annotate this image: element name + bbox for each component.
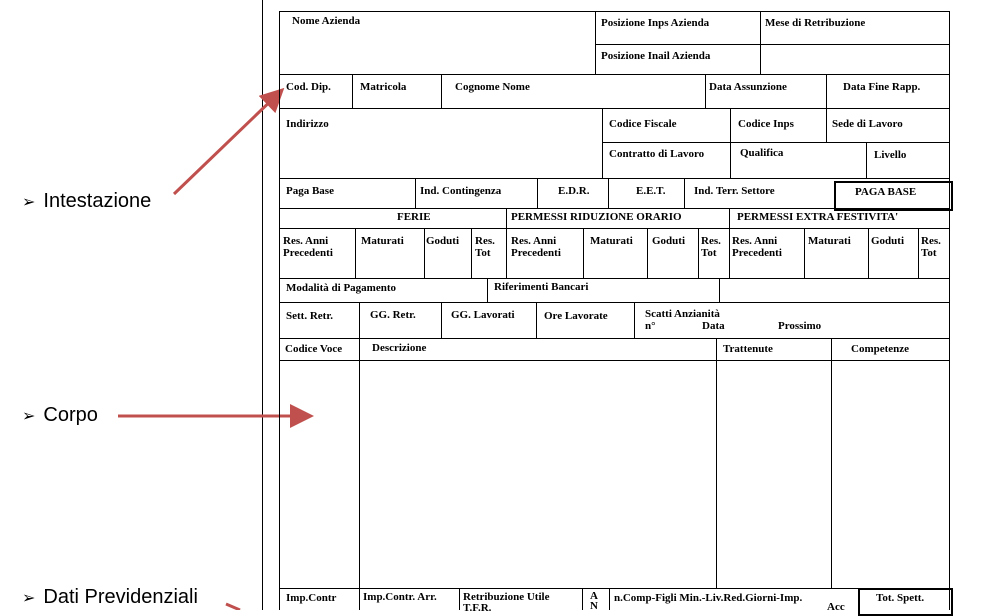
livello-label: Livello [874, 149, 907, 161]
imp-contr-label: Imp.Contr [286, 592, 337, 604]
acc-label: Acc [827, 601, 845, 613]
data-fine-rapp-label: Data Fine Rapp. [843, 81, 921, 93]
rol-goduti-label: Goduti [652, 235, 686, 247]
matricola-label: Matricola [360, 81, 407, 93]
bullet-icon: ➢ [22, 194, 36, 211]
contratto-label: Contratto di Lavoro [609, 148, 705, 160]
codice-inps-label: Codice Inps [738, 118, 794, 130]
modalita-pagamento-label: Modalità di Pagamento [286, 282, 396, 294]
bullet-icon: ➢ [22, 408, 36, 425]
rol-maturati-label: Maturati [590, 235, 633, 247]
gg-lavorati-label: GG. Lavorati [451, 309, 515, 321]
ind-terr-settore-label: Ind. Terr. Settore [694, 185, 775, 197]
n-comp-label: n.Comp-Figli Min.-Liv.Red.Giorni-Imp. [614, 592, 803, 604]
qualifica-label: Qualifica [740, 147, 784, 159]
permessi-riduzione-label: PERMESSI RIDUZIONE ORARIO [511, 211, 682, 223]
ind-contingenza-label: Ind. Contingenza [420, 185, 502, 197]
ex-maturati-label: Maturati [808, 235, 851, 247]
ferie-goduti-label: Goduti [426, 235, 460, 247]
sett-retr-label: Sett. Retr. [286, 310, 333, 322]
mese-retribuzione-label: Mese di Retribuzione [765, 17, 866, 29]
ex-res-anni-label: Res. Anni Precedenti [732, 235, 782, 259]
rol-res-tot-label: Res. Tot [701, 235, 721, 259]
scatti-prossimo-label: Prossimo [778, 320, 822, 332]
descrizione-label: Descrizione [372, 342, 427, 354]
competenze-label: Competenze [851, 343, 910, 355]
codice-voce-label: Codice Voce [285, 343, 343, 355]
n-label: N [590, 600, 598, 612]
rol-res-anni-label: Res. Anni Precedenti [511, 235, 561, 259]
sede-lavoro-label: Sede di Lavoro [832, 118, 903, 130]
scatti-n-label: n° [645, 320, 656, 332]
permessi-extra-label: PERMESSI EXTRA FESTIVITA' [737, 211, 899, 223]
label-intestazione: ➢ Intestazione [22, 190, 152, 212]
ferie-res-tot-label: Res. Tot [475, 235, 495, 259]
trattenute-label: Trattenute [723, 343, 773, 355]
imp-contr-arr-label: Imp.Contr. Arr. [363, 591, 437, 603]
ore-lavorate-label: Ore Lavorate [544, 310, 608, 322]
scatti-anzianita-label: Scatti Anzianità [645, 308, 720, 320]
codice-fiscale-label: Codice Fiscale [609, 118, 677, 130]
ferie-res-anni-label: Res. Anni Precedenti [283, 235, 333, 259]
scatti-data-label: Data [702, 320, 725, 332]
ferie-maturati-label: Maturati [361, 235, 404, 247]
a-label: A [590, 590, 598, 602]
posizione-inail-label: Posizione Inail Azienda [601, 50, 711, 62]
ex-goduti-label: Goduti [871, 235, 905, 247]
bullet-icon: ➢ [22, 590, 36, 607]
gg-retr-label: GG. Retr. [370, 309, 416, 321]
ex-res-tot-label: Res. Tot [921, 235, 941, 259]
indirizzo-label: Indirizzo [286, 118, 329, 130]
ferie-label: FERIE [397, 211, 431, 223]
eet-label: E.E.T. [636, 185, 666, 197]
tot-spett-label: Tot. Spett. [876, 592, 925, 604]
riferimenti-bancari-label: Riferimenti Bancari [494, 281, 589, 293]
cod-dip-label: Cod. Dip. [286, 81, 331, 93]
data-assunzione-label: Data Assunzione [709, 81, 787, 93]
tfr-label: T.F.R. [463, 602, 492, 614]
label-corpo: ➢ Corpo [22, 404, 98, 426]
label-dati-previdenziali: ➢ Dati Previdenziali [22, 586, 198, 608]
paga-base-label: Paga Base [286, 185, 334, 197]
edr-label: E.D.R. [558, 185, 590, 197]
cognome-nome-label: Cognome Nome [455, 81, 530, 93]
paga-base-box-label: PAGA BASE [855, 186, 917, 198]
nome-azienda-label: Nome Azienda [292, 15, 361, 27]
posizione-inps-label: Posizione Inps Azienda [601, 17, 710, 29]
retribuzione-utile-label: Retribuzione Utile [463, 591, 550, 603]
